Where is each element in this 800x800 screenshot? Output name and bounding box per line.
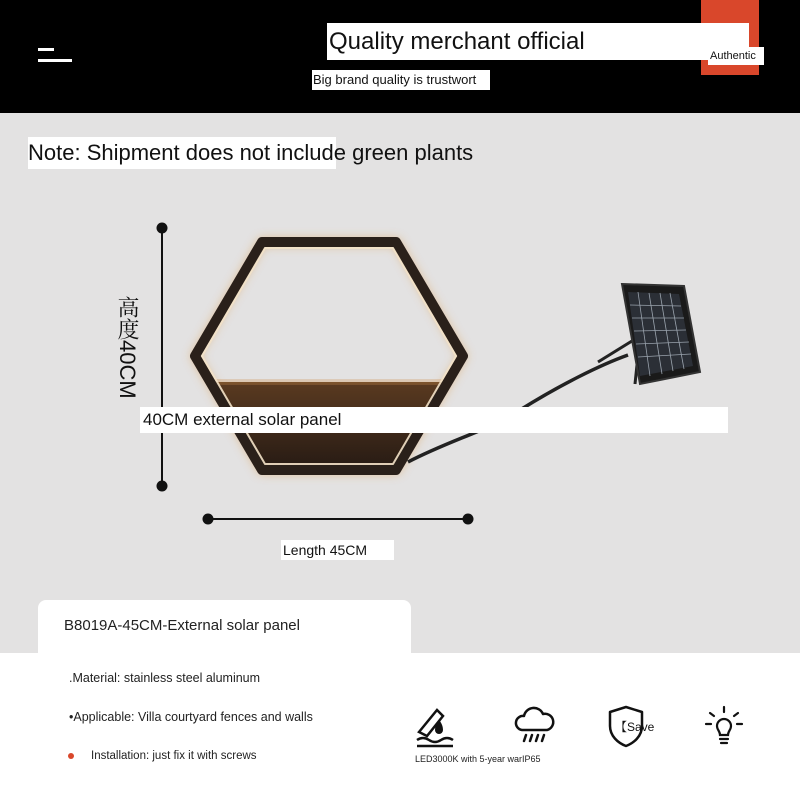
- store-title: Quality merchant official: [327, 23, 749, 60]
- length-label: Length 45CM: [281, 540, 394, 560]
- bullet-dot: [68, 753, 74, 759]
- light-bulb-icon: [702, 704, 746, 748]
- spec-applicable: •Applicable: Villa courtyard fences and walls: [69, 710, 313, 724]
- menu-icon[interactable]: [38, 48, 72, 66]
- store-subtitle: Big brand quality is trustwort: [312, 70, 490, 90]
- menu-icon-bar-top: [38, 48, 54, 51]
- shipment-note: Note: Shipment does not include green plants: [28, 137, 336, 169]
- menu-icon-bar-bottom: [38, 59, 72, 62]
- solar-panel-illustration: [598, 284, 700, 384]
- height-dimension: [157, 223, 168, 492]
- water-drop-icon: [413, 704, 457, 748]
- rain-cloud-icon: [512, 704, 556, 748]
- save-label: 【Save: [615, 720, 655, 734]
- led-caption: LED3000K with 5-year warIP65: [415, 754, 541, 764]
- model-name: B8019A-45CM-External solar panel: [64, 617, 300, 634]
- spec-material: .Material: stainless steel aluminum: [69, 671, 261, 685]
- solar-panel-label: 40CM external solar panel: [140, 407, 728, 433]
- length-dimension: [203, 514, 474, 525]
- height-label: 高度40CM: [115, 296, 140, 399]
- spec-installation: Installation: just fix it with screws: [91, 750, 257, 762]
- authentic-badge-label: Authentic: [708, 47, 764, 65]
